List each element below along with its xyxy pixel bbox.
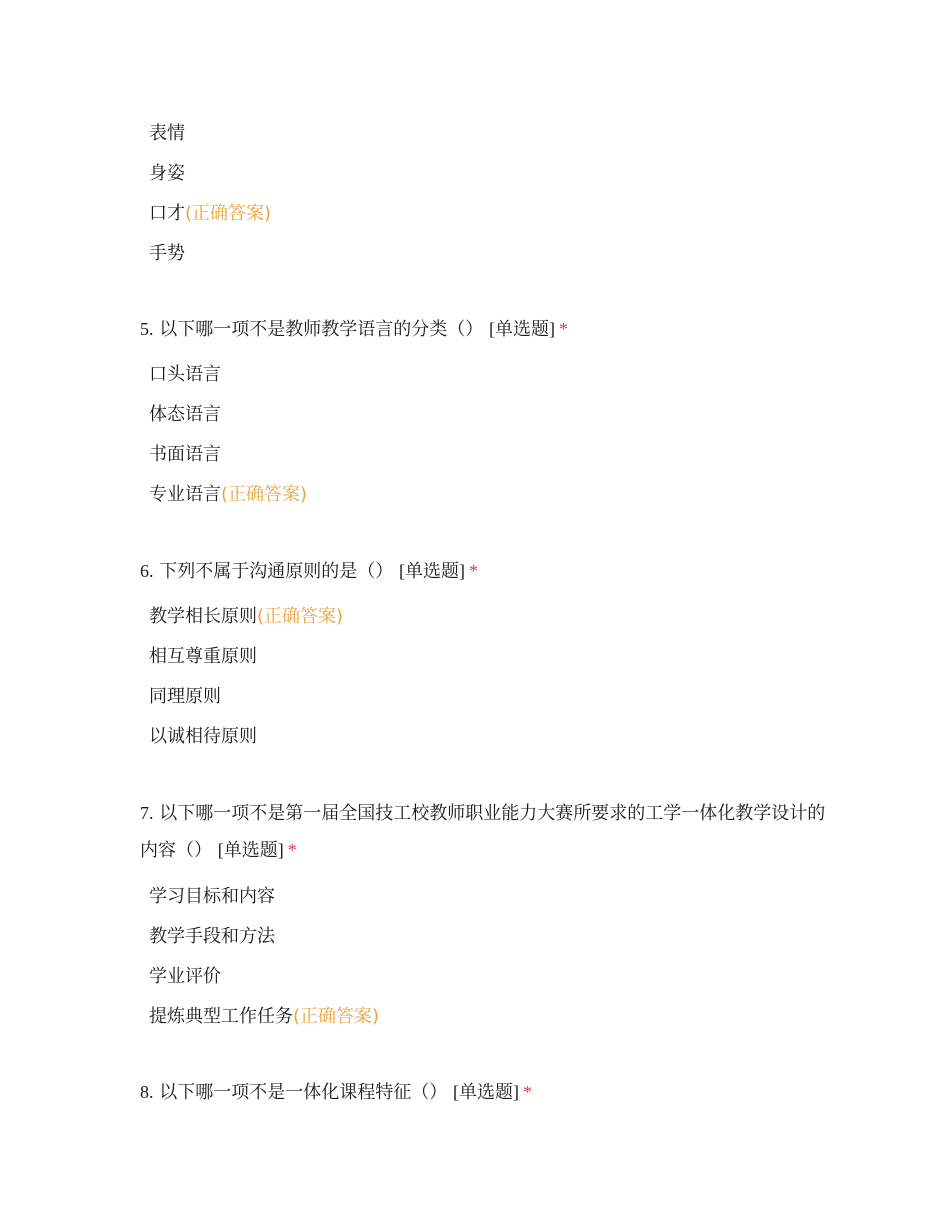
option-text: 同理原则: [149, 686, 221, 707]
question-text: 以下哪一项不是教师教学语言的分类（）: [159, 319, 484, 340]
option-text: 学业评价: [149, 966, 221, 987]
question-type: [单选题]: [217, 840, 284, 860]
option-text: 提炼典型工作任务: [149, 1006, 293, 1027]
correct-answer-tag: (正确答案): [185, 203, 272, 224]
question-number: 6.: [140, 561, 154, 581]
question-type: [单选题]: [452, 1082, 519, 1102]
option-text: 表情: [149, 123, 185, 144]
question-number: 5.: [140, 319, 154, 339]
q6-option-4: [149, 725, 257, 749]
q5-option-1: [149, 363, 221, 387]
question-5-title: [140, 311, 830, 348]
option-text: 身姿: [149, 163, 185, 184]
correct-answer-tag: (正确答案): [257, 606, 344, 627]
q7-option-4: [149, 1005, 379, 1029]
question-text: 以下哪一项不是第一届全国技工校教师职业能力大赛所要求的工学一体化教学设计的内容（）: [140, 803, 826, 861]
question-number: 8.: [140, 1082, 154, 1102]
q5-option-4: [149, 483, 307, 507]
question-8-title: [140, 1074, 830, 1111]
option-text: 口才: [149, 203, 185, 224]
required-mark: *: [468, 561, 478, 581]
option-text: 手势: [149, 243, 185, 264]
q7-option-2: [149, 925, 275, 949]
option-text: 专业语言: [149, 484, 221, 505]
correct-answer-tag: (正确答案): [293, 1006, 380, 1027]
q6-option-2: [149, 645, 257, 669]
question-6-title: [140, 553, 830, 590]
question-type: [单选题]: [488, 319, 555, 339]
option-text: 学习目标和内容: [149, 886, 275, 907]
required-mark: *: [522, 1082, 532, 1102]
option-text: 教学相长原则: [149, 606, 257, 627]
option-text: 口头语言: [149, 364, 221, 385]
option-text: 以诚相待原则: [149, 726, 257, 747]
q4-option-4: [149, 242, 185, 266]
q6-option-1: [149, 605, 343, 629]
option-text: 教学手段和方法: [149, 926, 275, 947]
question-number: 7.: [140, 803, 154, 823]
required-mark: *: [287, 840, 297, 860]
q5-option-3: [149, 443, 221, 467]
q4-option-1: [149, 122, 185, 146]
q7-option-1: [149, 885, 275, 909]
required-mark: *: [558, 319, 568, 339]
q7-option-3: [149, 965, 221, 989]
q4-option-2: [149, 162, 185, 186]
correct-answer-tag: (正确答案): [221, 484, 308, 505]
q6-option-3: [149, 685, 221, 709]
q5-option-2: [149, 403, 221, 427]
question-text: 以下哪一项不是一体化课程特征（）: [159, 1082, 448, 1103]
question-text: 下列不属于沟通原则的是（）: [159, 561, 394, 582]
question-type: [单选题]: [398, 561, 465, 581]
option-text: 相互尊重原则: [149, 646, 257, 667]
option-text: 体态语言: [149, 404, 221, 425]
q4-option-3: [149, 202, 271, 226]
option-text: 书面语言: [149, 444, 221, 465]
question-7-title: [140, 795, 830, 869]
